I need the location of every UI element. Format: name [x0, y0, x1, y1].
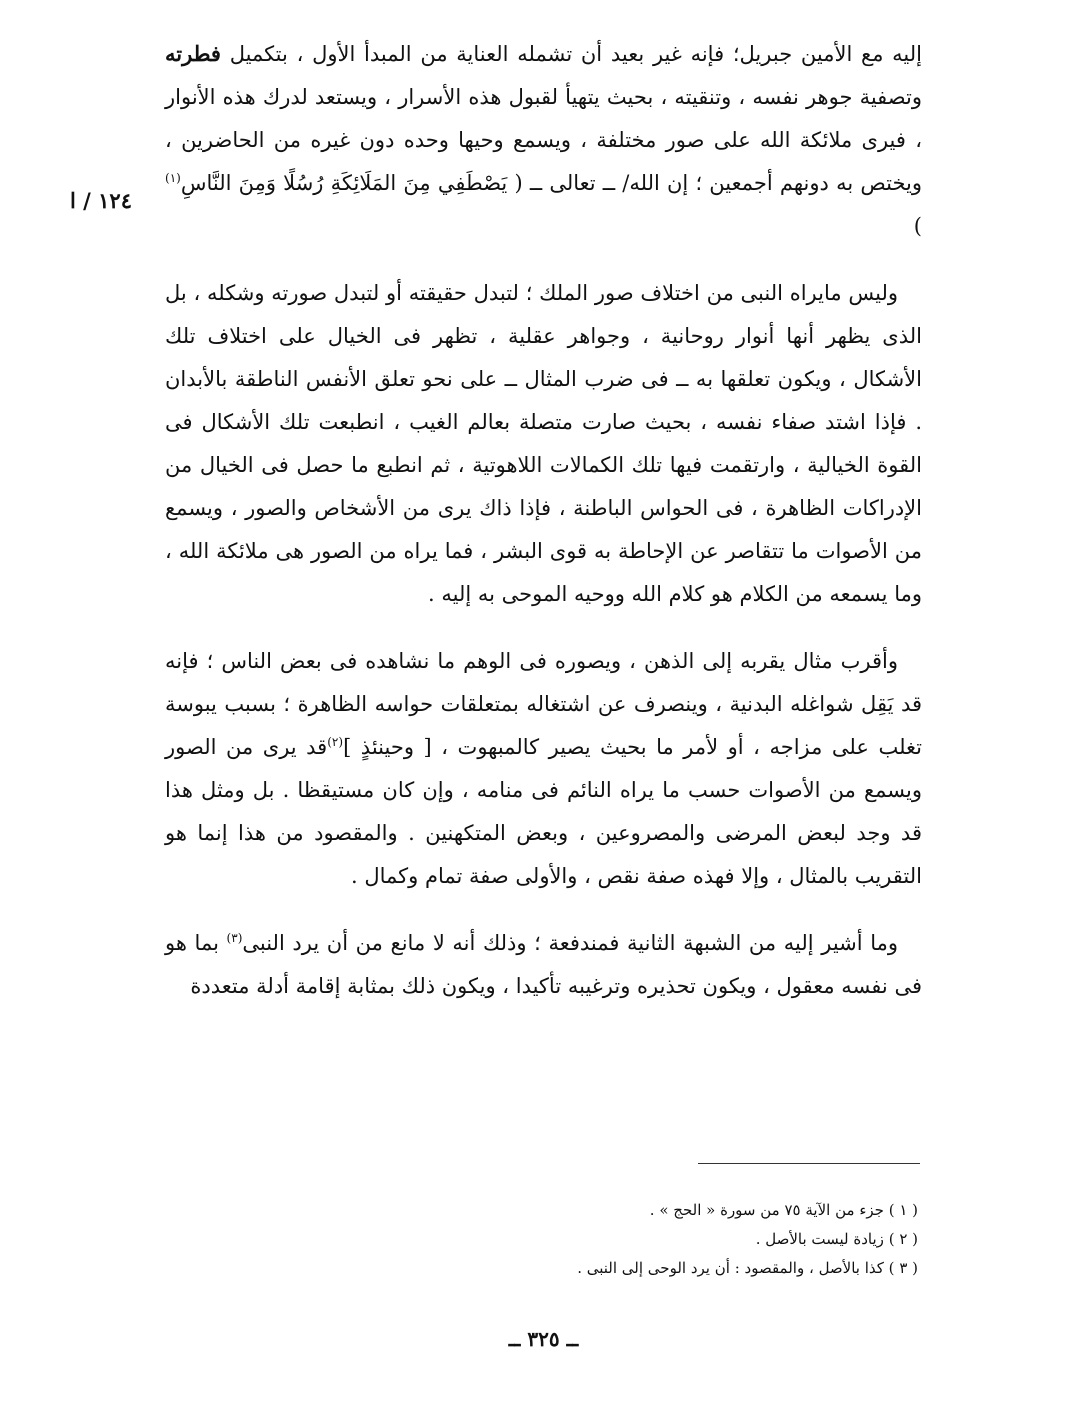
emphasized-text: فطرته	[165, 41, 221, 66]
footnote-2: ( ٢ ) زيادة ليست بالأصل .	[755, 1230, 918, 1248]
page-number: ــ ٣٢٥ ــ	[508, 1327, 579, 1351]
footnote-1: ( ١ ) جزء من الآية ٧٥ من سورة « الحج » .	[649, 1201, 918, 1219]
text-segment: بما هو فى نفسه معقول ، ويكون تحذيره وترغيبه تأكيدا ، ويكون ذلك بمثابة إقامة أدلة متعددة	[165, 931, 922, 998]
text-segment: قد يرى من الصور ويسمع من الأصوات حسب ما يراه النائم فى منامه ، وإن كان مستيقظا . بل ومثل هذا قد وجد لبعض المرضى والمصروعين ، وبعض المتكهنين . والمقصود من هذا إنما هو التقريب بالمثال ، وإلا فهذه صفة نقص ، والأولى صفة تمام وكمال .	[165, 735, 922, 888]
footnote-marker: (١)	[165, 171, 181, 185]
margin-folio-reference: ١٢٤ / ا	[70, 188, 132, 213]
paragraph-1	[165, 32, 922, 248]
footnote-divider	[698, 1163, 920, 1164]
paragraph-4	[165, 922, 922, 1008]
footnotes	[360, 1196, 918, 1283]
text-segment: وتصفية جوهر نفسه ، وتنقيته ، بحيث يتهيأ لقبول هذه الأسرار ، ويستعد لدرك هذه الأنوار ، فيرى ملائكة الله على صور مختلفة ، ويسمع وحيها وحده دون غيره من الحاضرين ، ويختص به دونهم أجمعين ؛ إن الله/ ــ تعالى ــ ( يَصْطَفِي مِنَ المَلَائِكَةِ رُسُلًا وَمِنَ النَّاسِ	[165, 85, 922, 195]
text-segment: إليه مع الأمين جبريل؛ فإنه غير بعيد أن تشمله العناية من المبدأ الأول ، بتكميل	[220, 42, 922, 66]
text-segment: )	[913, 214, 922, 238]
paragraph-2	[165, 272, 922, 616]
text-segment: وليس مايراه النبى من اختلاف صور الملك ؛ لتبدل حقيقته أو لتبدل صورته وشكله ، بل الذى يظهر أنها أنوار روحانية ، وجواهر عقلية ، تظهر فى الخيال على اختلاف تلك الأشكال ، ويكون تعلقها به ــ فى ضرب المثال ــ على نحو تعلق الأنفس الناطقة بالأبدان . فإذا اشتد صفاء نفسه ، بحيث صارت متصلة بعالم الغيب ، انطبعت تلك الأشكال فى القوة الخيالية ، وارتقمت فيها تلك الكمالات اللاهوتية ، ثم انطبع ما حصل فى الخيال من الإدراكات الظاهرة ، فى الحواس الباطنة ، فإذا ذاك يرى من الأشخاص والصور ، ويسمع من الأصوات ما تتقاصر عن الإحاطة به قوى البشر ، فما يراه من الصور هى ملائكة الله ، وما يسمعه من الكلام هو كلام الله ووحيه الموحى به إليه .	[165, 281, 922, 606]
main-text	[165, 32, 922, 1008]
text-segment: وما أشير إليه من الشبهة الثانية فمندفعة ؛ وذلك أنه لا مانع من أن يرد النبى	[242, 931, 898, 955]
paragraph-3	[165, 640, 922, 898]
text-segment: وأقرب مثال يقربه إلى الذهن ، ويصوره فى الوهم ما نشاهده فى بعض الناس ؛ فإنه قد يَقِل شواغله البدنية ، وينصرف عن اشتغاله بمتعلقات حواسه الظاهرة ؛ بسبب يبوسة تغلب على مزاجه ، أو لأمر ما بحيث يصير كالمبهوت ، [ وحينئذٍ ]	[165, 649, 922, 759]
footnote-marker: (٣)	[226, 931, 243, 945]
footnote-marker: (٢)	[327, 735, 344, 749]
footnote-3: ( ٣ ) كذا بالأصل ، والمقصود : أن يرد الوحى إلى النبى .	[577, 1259, 918, 1277]
